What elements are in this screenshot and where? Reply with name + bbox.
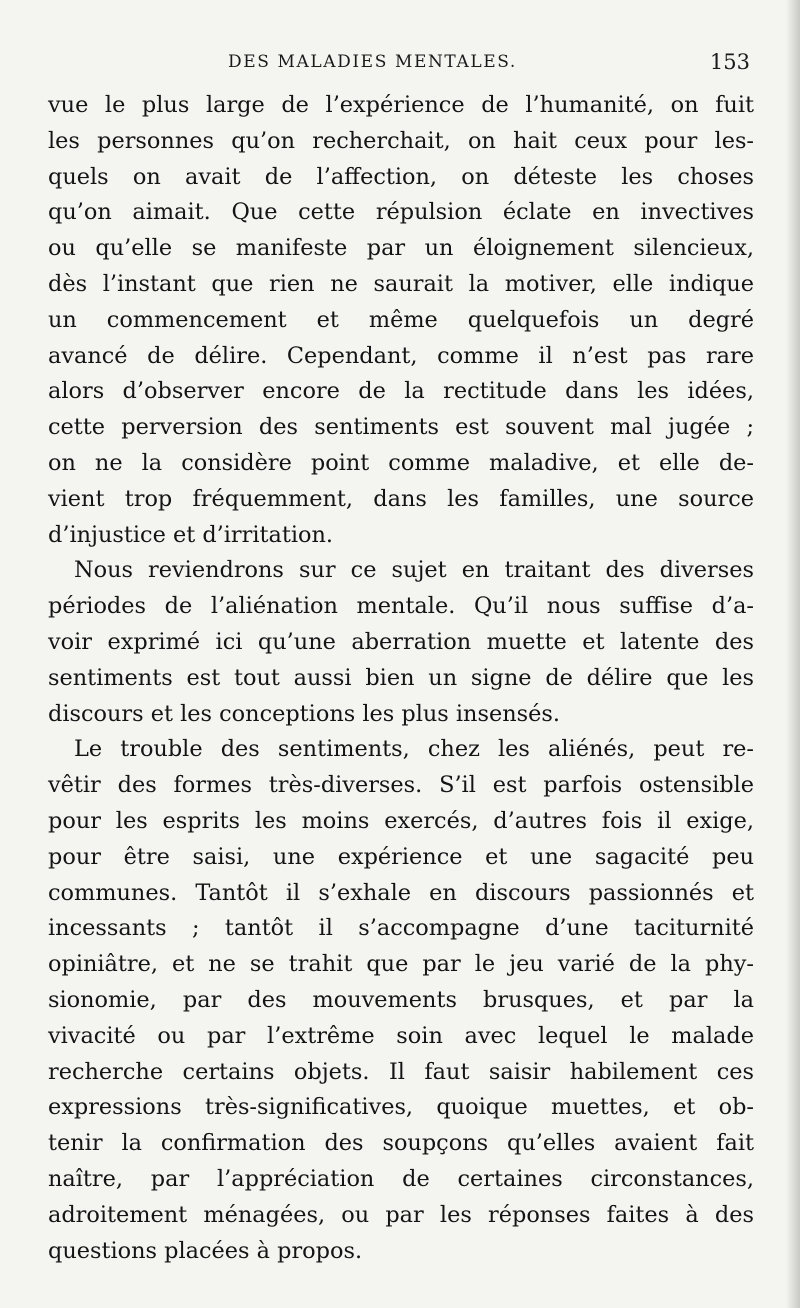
text-line: cette perversion des sentiments est souvent mal jugée ;: [48, 414, 754, 441]
body-text: [48, 88, 754, 1269]
text-line: naître, par l’appréciation de certaines circonstances,: [48, 1165, 754, 1192]
text-line: recherche certains objets. Il faut saisir habilement ces: [48, 1058, 754, 1085]
text-line: sentiments est tout aussi bien un signe de délire que les: [48, 664, 754, 691]
page-header: [48, 50, 754, 76]
text-line: dès l’instant que rien ne saurait la motiver, elle indique: [48, 270, 754, 297]
text-line: pour être saisi, une expérience et une sagacité peu: [48, 843, 754, 870]
paragraph: [48, 88, 754, 553]
text-line: expressions très-significatives, quoique muettes, et ob-: [48, 1094, 754, 1121]
text-line: vient trop fréquemment, dans les familles, une source: [48, 485, 754, 512]
text-line: tenir la confirmation des soupçons qu’elles avaient fait: [48, 1130, 754, 1157]
text-line: qu’on aimait. Que cette répulsion éclate en invectives: [48, 199, 754, 226]
text-line: discours et les conceptions les plus insensés.: [48, 700, 560, 727]
page-edge-shadow: [786, 0, 800, 1308]
text-line: incessants ; tantôt il s’accompagne d’une taciturnité: [48, 915, 754, 942]
running-head: DES MALADIES MENTALES.: [228, 52, 517, 72]
text-line: vivacité ou par l’extrême soin avec lequel le malade: [48, 1022, 754, 1049]
text-line: périodes de l’aliénation mentale. Qu’il nous suffise d’a-: [48, 593, 754, 620]
text-line: vue le plus large de l’expérience de l’humanité, on fuit: [48, 92, 754, 118]
text-line: questions placées à propos.: [48, 1237, 363, 1264]
page-number: 153: [709, 50, 750, 74]
text-line: on ne la considère point comme maladive, et elle de-: [48, 449, 754, 476]
text-line: d’injustice et d’irritation.: [48, 521, 334, 548]
text-line: avancé de délire. Cependant, comme il n’est pas rare: [48, 342, 754, 369]
text-line: adroitement ménagées, ou par les réponses faites à des: [48, 1201, 754, 1228]
text-line: alors d’observer encore de la rectitude dans les idées,: [48, 378, 754, 405]
text-line: Nous reviendrons sur ce sujet en traitant des diverses: [74, 557, 754, 584]
text-line: quels on avait de l’affection, on déteste les choses: [48, 163, 754, 190]
text-line: ou qu’elle se manifeste par un éloignement silencieux,: [48, 235, 754, 262]
paragraph: [48, 553, 754, 732]
text-line: Le trouble des sentiments, chez les aliénés, peut re-: [74, 736, 754, 763]
text-line: pour les esprits les moins exercés, d’autres fois il exige,: [48, 807, 754, 834]
text-line: opiniâtre, et ne se trahit que par le jeu varié de la phy-: [48, 951, 754, 978]
text-line: les personnes qu’on recherchait, on hait ceux pour les-: [48, 127, 754, 154]
text-line: communes. Tantôt il s’exhale en discours passionnés et: [48, 879, 754, 906]
paragraph: [48, 732, 754, 1269]
text-line: sionomie, par des mouvements brusques, et par la: [48, 986, 754, 1013]
text-line: voir exprimé ici qu’une aberration muette et latente des: [48, 628, 754, 655]
text-line: un commencement et même quelquefois un degré: [48, 306, 754, 333]
text-line: vêtir des formes très-diverses. S’il est parfois ostensible: [48, 772, 754, 799]
